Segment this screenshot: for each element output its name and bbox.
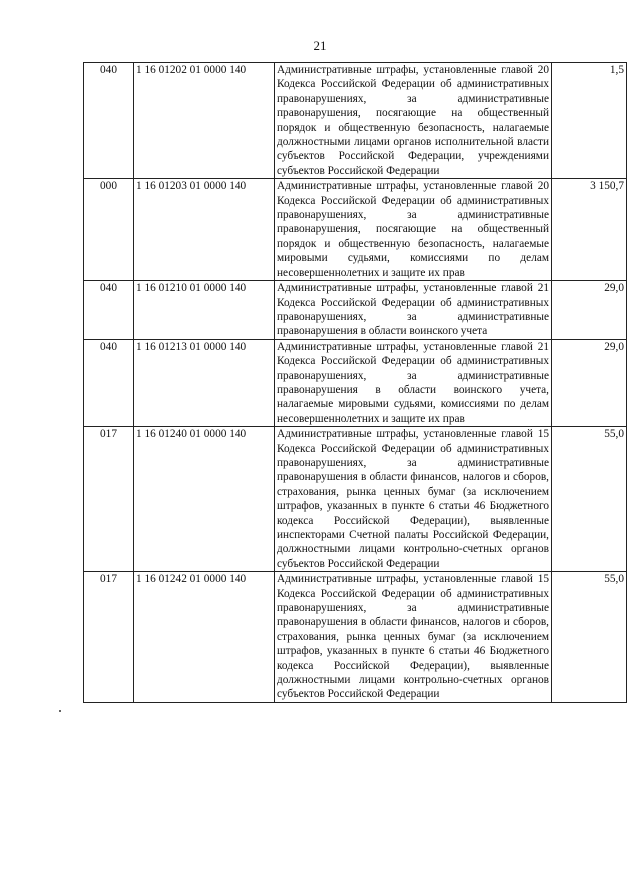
revenue-code-cell: 1 16 01203 01 0000 140 — [134, 179, 275, 281]
description-cell: Административные штрафы, установленные главой 21 Кодекса Российской Федерации об административных правонарушениях, за административные правонарушения в области воинского учета — [275, 281, 552, 340]
amount-cell: 55,0 — [552, 427, 627, 572]
admin-code-cell: 017 — [84, 427, 134, 572]
budget-revenue-table — [83, 62, 627, 703]
table-row — [84, 339, 627, 426]
amount-cell: 29,0 — [552, 339, 627, 426]
description-cell: Административные штрафы, установленные главой 20 Кодекса Российской Федерации об административных правонарушениях, за административные правонарушения, посягающие на общественный порядок и общественную безопасность, налагаемые должностными лицами органов исполнительной власти субъектов Российской Федерации, учреждениями субъектов Российской Федерации — [275, 63, 552, 179]
admin-code-cell: 000 — [84, 179, 134, 281]
admin-code-cell: 017 — [84, 572, 134, 703]
amount-cell: 3 150,7 — [552, 179, 627, 281]
admin-code-cell: 040 — [84, 63, 134, 179]
table-row — [84, 427, 627, 572]
table-row — [84, 179, 627, 281]
description-cell: Административные штрафы, установленные главой 20 Кодекса Российской Федерации об административных правонарушениях, за административные правонарушения, посягающие на общественный порядок и общественную безопасность, налагаемые мировыми судьями, комиссиями по делам несовершеннолетних и защите их прав — [275, 179, 552, 281]
amount-cell: 29,0 — [552, 281, 627, 340]
table-row — [84, 281, 627, 340]
table-row — [84, 63, 627, 179]
amount-cell: 55,0 — [552, 572, 627, 703]
description-cell: Административные штрафы, установленные главой 21 Кодекса Российской Федерации об административных правонарушениях, за административные правонарушения в области воинского учета, налагаемые мировыми судьями, комиссиями по делам несовершеннолетних и защите их прав — [275, 339, 552, 426]
description-cell: Административные штрафы, установленные главой 15 Кодекса Российской Федерации об административных правонарушениях, за административные правонарушения в области финансов, налогов и сборов, страхования, рынка ценных бумаг (за исключением штрафов, указанных в пункте 6 статьи 46 Бюджетного кодекса Российской Федерации), выявленные должностными лицами контрольно-счетных органов субъектов Российской Федерации — [275, 572, 552, 703]
revenue-code-cell: 1 16 01210 01 0000 140 — [134, 281, 275, 340]
description-cell: Административные штрафы, установленные главой 15 Кодекса Российской Федерации об административных правонарушениях, за административные правонарушения в области финансов, налогов и сборов, страхования, рынка ценных бумаг (за исключением штрафов, указанных в пункте 6 статьи 46 Бюджетного кодекса Российской Федерации), выявленные инспекторами Счетной палаты Российской Федерации, должностными лицами контрольно-счетных органов субъектов Российской Федерации — [275, 427, 552, 572]
scan-speck — [59, 710, 61, 712]
admin-code-cell: 040 — [84, 281, 134, 340]
revenue-code-cell: 1 16 01240 01 0000 140 — [134, 427, 275, 572]
page-number: 21 — [313, 38, 327, 53]
revenue-code-cell: 1 16 01202 01 0000 140 — [134, 63, 275, 179]
revenue-code-cell: 1 16 01213 01 0000 140 — [134, 339, 275, 426]
revenue-code-cell: 1 16 01242 01 0000 140 — [134, 572, 275, 703]
amount-cell: 1,5 — [552, 63, 627, 179]
admin-code-cell: 040 — [84, 339, 134, 426]
table-row — [84, 572, 627, 703]
